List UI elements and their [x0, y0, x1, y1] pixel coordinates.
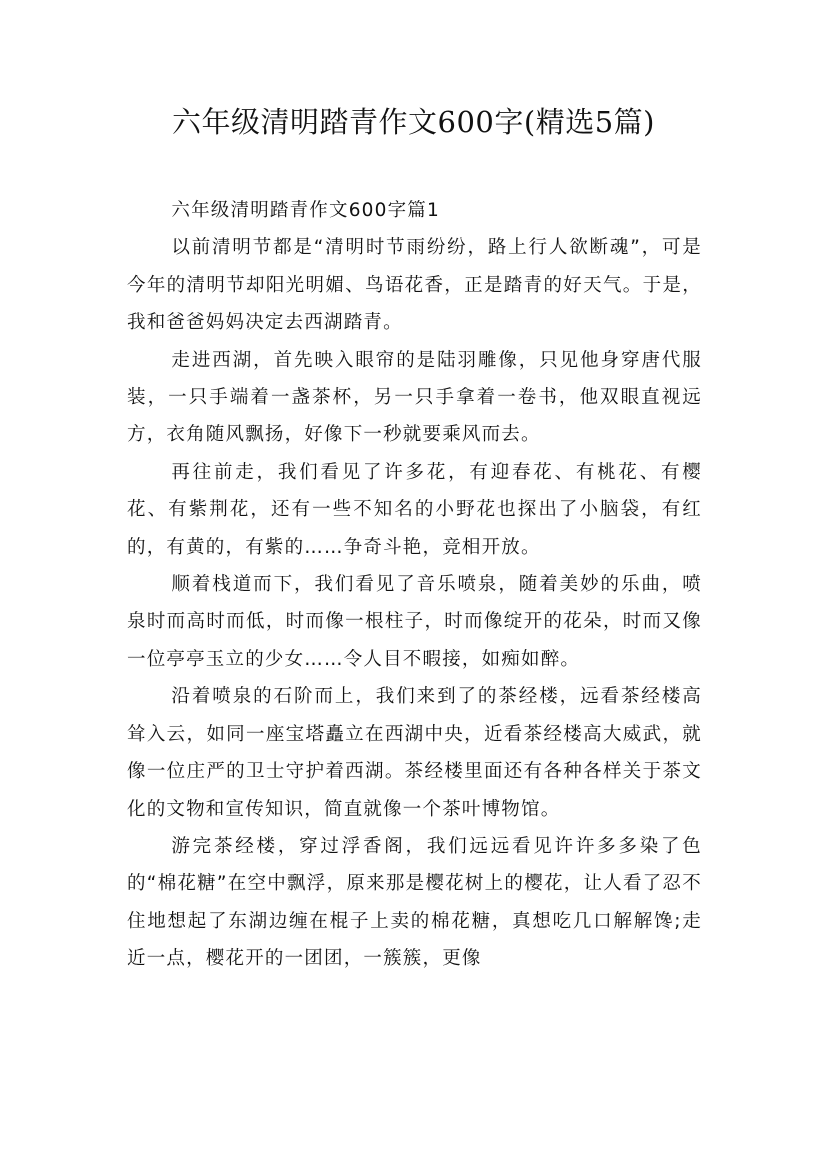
section-heading: 六年级清明踏青作文600字篇1	[171, 200, 440, 221]
paragraph: 顺着栈道而下，我们看见了音乐喷泉，随着美妙的乐曲，喷泉时而高时而低，时而像一根柱子，时而像绽开的花朵，时而又像一位亭亭玉立的少女……令人目不暇接，如痴如醉。	[127, 574, 702, 670]
paragraph: 沿着喷泉的石阶而上，我们来到了的茶经楼，远看茶经楼高耸入云，如同一座宝塔矗立在西湖中央，近看茶经楼高大威武，就像一位庄严的卫士守护着西湖。茶经楼里面还有各种各样关于茶文化的文物和宣传知识，简直就像一个茶叶博物馆。	[127, 686, 702, 820]
document-body	[127, 192, 702, 978]
paragraph: 再往前走，我们看见了许多花，有迎春花、有桃花、有樱花、有紫荆花，还有一些不知名的小野花也探出了小脑袋，有红的，有黄的，有紫的……争奇斗艳，竞相开放。	[127, 461, 702, 558]
paragraph: 以前清明节都是“清明时节雨纷纷，路上行人欲断魂”，可是今年的清明节却阳光明媚、鸟语花香，正是踏青的好天气。于是，我和爸爸妈妈决定去西湖踏青。	[127, 237, 702, 334]
paragraph: 走进西湖，首先映入眼帘的是陆羽雕像，只见他身穿唐代服装，一只手端着一盏茶杯，另一只手拿着一卷书，他双眼直视远方，衣角随风飘扬，好像下一秒就要乘风而去。	[127, 349, 702, 446]
paragraph: 游完茶经楼，穿过浮香阁，我们远远看见许许多多染了色的“棉花糖”在空中飘浮，原来那是樱花树上的樱花，让人看了忍不住地想起了东湖边缠在棍子上卖的棉花糖，真想吃几口解解馋;走近一点，樱花开的一团团，一簇簇，更像	[127, 835, 702, 970]
document-title: 六年级清明踏青作文600字(精选5篇)	[172, 105, 655, 139]
